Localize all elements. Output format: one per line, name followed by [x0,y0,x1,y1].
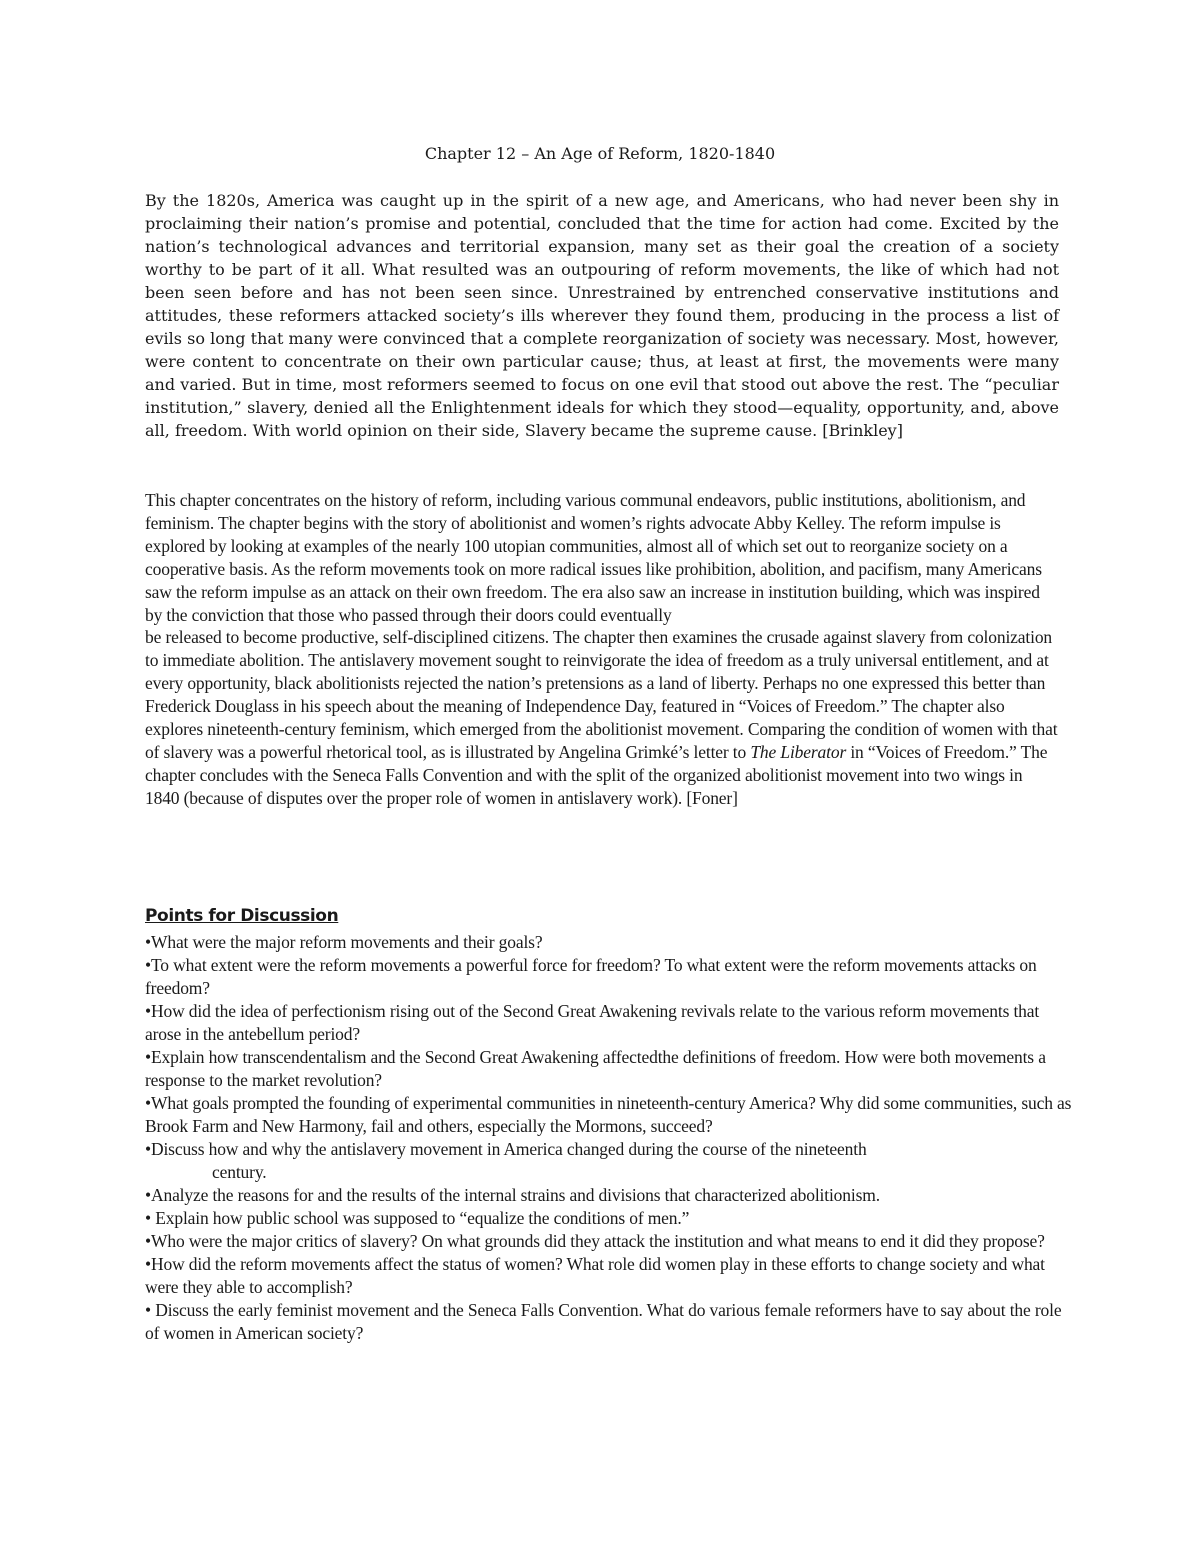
discussion-question-continuation: century. [212,1162,267,1182]
foner-text-part2: be released to become productive, self-disciplined citizens. The chapter then examines the crusade against slavery from colonization to immediate abolition. The antislavery movement sought to reinvigorate the idea of freedom as a truly universal entitlement, and at every opportunity, black abolitionists rejected the nation’s pretensions as a land of liberty. Perhaps no one expressed this better than Frederick Douglass in his speech about the meaning of Independence Day, featured in “Voices of Freedom.” The chapter also explores nineteenth-century feminism, which emerged from the abolitionist movement. Comparing the condition of women with that of slavery was a powerful rhetorical tool, as is illustrated by Angelina Grimké’s letter to [145,627,1058,762]
discussion-question: •Analyze the reasons for and the results of the internal strains and divisions that characterized abolitionism. [145,1185,880,1205]
publication-title: The Liberator [750,741,847,762]
discussion-question-text: •Discuss how and why the antislavery movement in America changed during the course of the nineteenth [145,1139,867,1159]
intro-paragraph-brinkley: By the 1820s, America was caught up in the spirit of a new age, and Americans, who had never been shy in proclaiming their nation’s promise and potential, concluded that the time for action had come. Excited by the nation’s technological advances and territorial expansion, many set as their goal the creation of a society worthy to be part of it all. What resulted was an outpouring of reform movements, the like of which had not been seen before and has not been seen since. Unrestrained by entrenched conservative institutions and attitudes, these reformers attacked society’s ills wherever they found them, producing in the process a list of evils so long that many were convinced that a complete reorganization of society was necessary. Most, however, were content to concentrate on their own particular cause; thus, at least at first, the movements were many and varied. But in time, most reformers seemed to focus on one evil that stood out above the rest. The “peculiar institution,” slavery, denied all the Enlightenment ideals for which they stood—equality, opportunity, and, above all, freedom. With world opinion on their side, Slavery became the supreme cause. [Brinkley] [145,191,1059,440]
discussion-question: • Explain how public school was supposed to “equalize the conditions of men.” [145,1208,690,1228]
discussion-heading: Points for Discussion [145,906,339,926]
intro-paragraph-foner [145,489,1059,810]
discussion-question [145,1138,1075,1184]
chapter-title: Chapter 12 – An Age of Reform, 1820-1840 [424,144,776,163]
discussion-question: • Discuss the early feminist movement and the Seneca Falls Convention. What do various female reformers have to say about the role of women in American society? [145,1300,1062,1343]
discussion-question: •What goals prompted the founding of experimental communities in nineteenth-century America? Why did some communities, such as Brook Farm and New Harmony, fail and others, especially the Mormons, succeed? [145,1093,1072,1136]
foner-text-part1: This chapter concentrates on the history of reform, including various communal endeavors, public institutions, abolitionism, and feminism. The chapter begins with the story of abolitionist and women’s rights advocate Abby Kelley. The reform impulse is explored by looking at examples of the nearly 100 utopian communities, almost all of which set out to reorganize society on a cooperative basis. As the reform movements took on more radical issues like prohibition, abolition, and pacifism, many Americans saw the reform impulse as an attack on their own freedom. The era also saw an increase in institution building, which was inspired by the conviction that those who passed through their doors could eventually [145,490,1042,625]
discussion-question: •How did the reform movements affect the status of women? What role did women play in these efforts to change society and what were they able to accomplish? [145,1254,1045,1297]
discussion-question: •To what extent were the reform movements a powerful force for freedom? To what extent were the reform movements attacks on freedom? [145,955,1037,998]
foner-text-part3: in “Voices of Freedom.” The chapter concludes with the Seneca Falls Convention and with the split of the organized abolitionist movement into two wings in 1840 (because of disputes over the proper role of women in antislavery work). [Foner] [145,741,1048,808]
discussion-question: •Explain how transcendentalism and the Second Great Awakening affectedthe definitions of freedom. How were both movements a response to the market revolution? [145,1047,1046,1090]
discussion-question: •What were the major reform movements and their goals? [145,932,543,952]
discussion-questions [145,931,1075,1345]
discussion-question: •Who were the major critics of slavery? On what grounds did they attack the institution and what means to end it did they propose? [145,1231,1045,1251]
discussion-question: •How did the idea of perfectionism rising out of the Second Great Awakening revivals relate to the various reform movements that arose in the antebellum period? [145,1001,1040,1044]
